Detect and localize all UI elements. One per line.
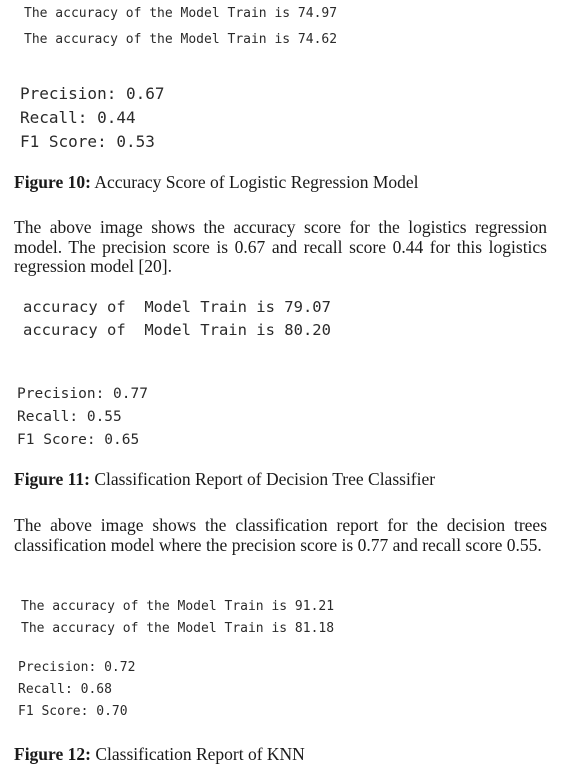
fig11-caption-label: Figure 11: <box>14 469 90 489</box>
fig10-recall: Recall: 0.44 <box>20 108 136 127</box>
fig12-output-line-2: The accuracy of the Model Train is 81.18 <box>21 621 335 636</box>
fig10-output-line-1: The accuracy of the Model Train is 74.97 <box>24 6 338 21</box>
fig12-caption-label: Figure 12: <box>14 744 91 764</box>
fig12-precision: Precision: 0.72 <box>18 660 136 675</box>
fig12-recall: Recall: 0.68 <box>18 682 112 697</box>
fig11-precision: Precision: 0.77 <box>17 386 148 402</box>
fig11-recall: Recall: 0.55 <box>17 409 122 425</box>
fig12-caption <box>14 744 305 765</box>
fig12-f1-score: F1 Score: 0.70 <box>18 704 128 719</box>
fig11-output-line-1: accuracy of Model Train is 79.07 <box>23 298 331 316</box>
fig11-output-line-2: accuracy of Model Train is 80.20 <box>23 321 331 339</box>
fig10-caption <box>14 172 419 193</box>
fig12-caption-text: Classification Report of KNN <box>90 744 305 764</box>
fig10-caption-label: Figure 10: <box>14 172 91 192</box>
fig11-caption-text: Classification Report of Decision Tree Classifier <box>90 469 436 489</box>
fig11-caption <box>14 469 435 490</box>
fig10-caption-text: Accuracy Score of Logistic Regression Model <box>90 172 419 192</box>
fig10-output-line-2: The accuracy of the Model Train is 74.62 <box>24 32 338 47</box>
fig12-output-line-1: The accuracy of the Model Train is 91.21 <box>21 599 335 614</box>
paragraph-logistic-regression: The above image shows the accuracy score for the logistics regression model. The precision score is 0.67 and recall score 0.44 for this logistics regression model [20]. <box>14 217 547 276</box>
fig10-f1-score: F1 Score: 0.53 <box>20 132 155 151</box>
paragraph-decision-tree: The above image shows the classification report for the decision trees classification model where the precision score is 0.77 and recall score 0.55. <box>14 515 547 555</box>
fig11-f1-score: F1 Score: 0.65 <box>17 432 140 448</box>
fig10-precision: Precision: 0.67 <box>20 84 165 103</box>
